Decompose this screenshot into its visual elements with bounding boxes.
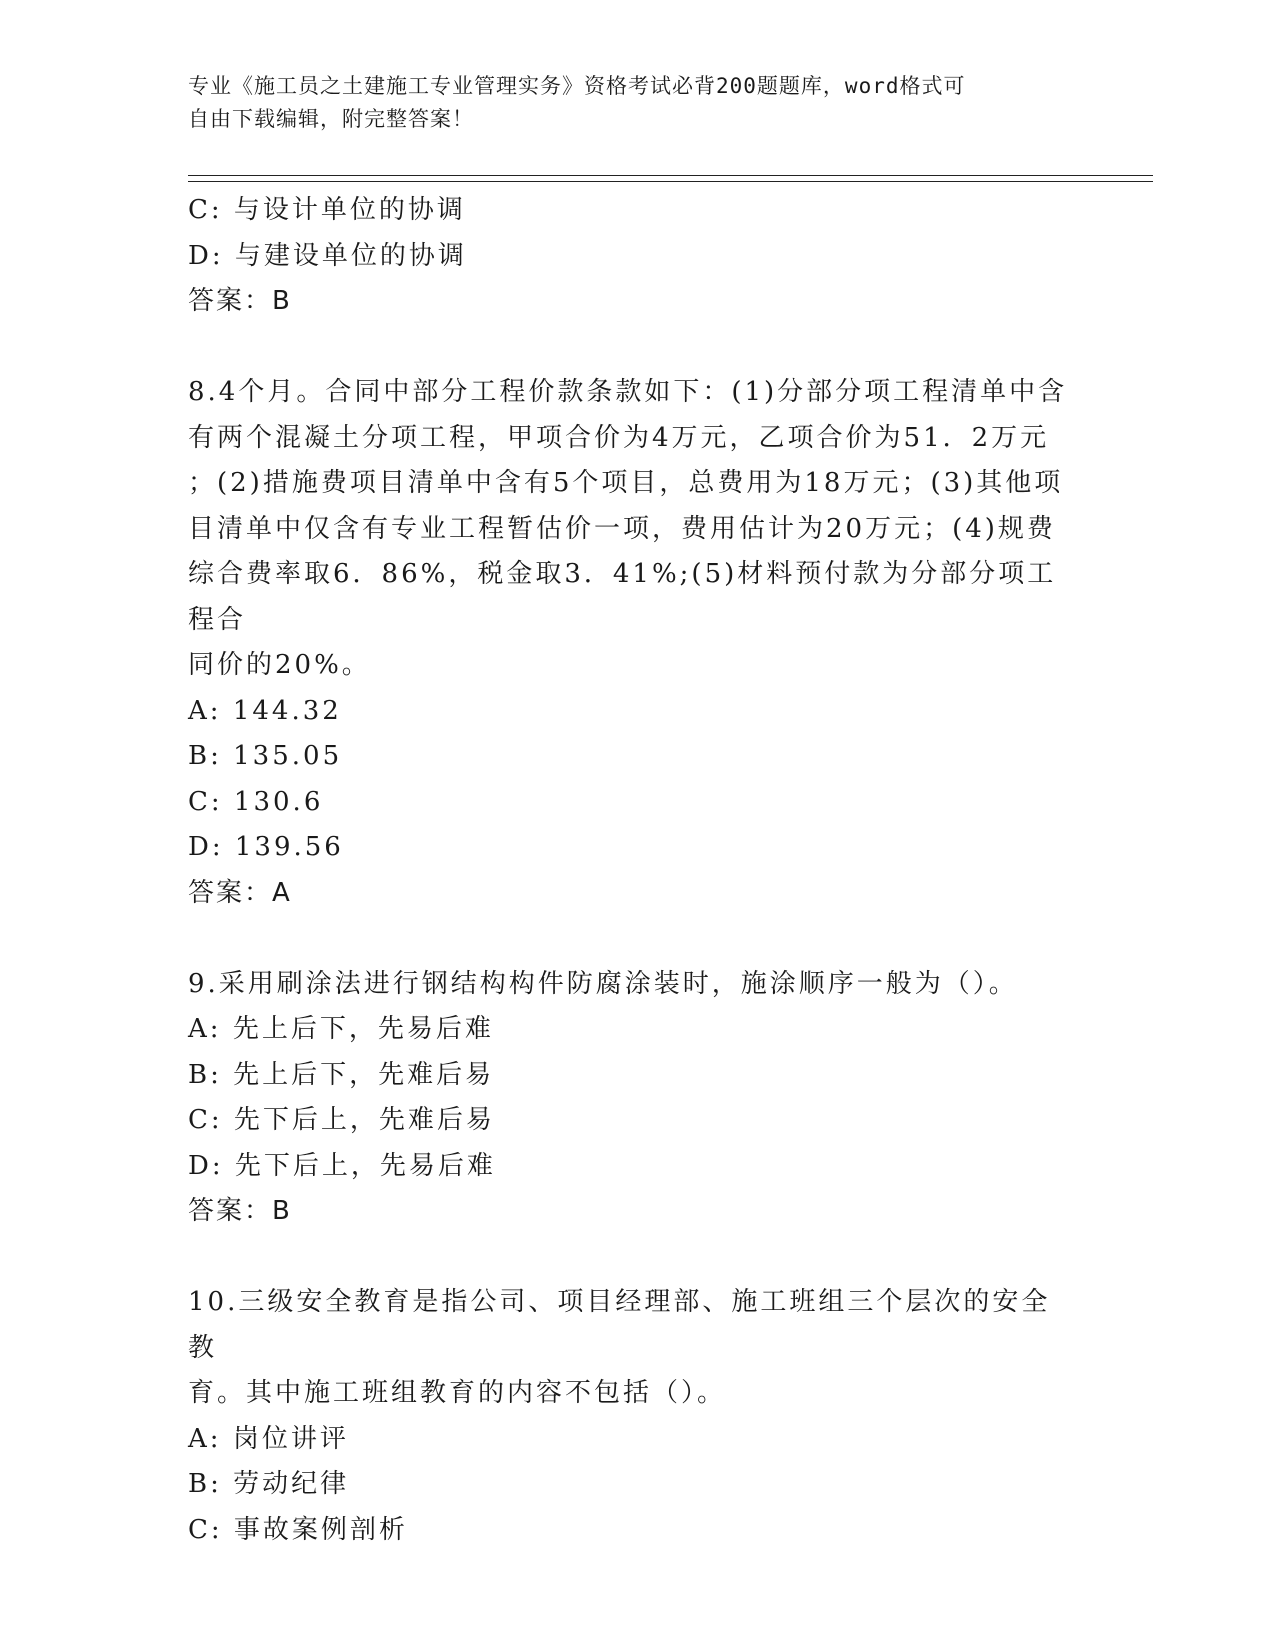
option-a: A: 岗位讲评 — [188, 1423, 349, 1454]
option-a: A: 先上后下，先易后难 — [188, 1014, 494, 1044]
answer-line: 答案：B — [188, 1196, 292, 1226]
question-stem-line: 10.三级安全教育是指公司、项目经理部、施工班组三个层次的安全教 — [188, 1287, 1051, 1363]
option-b: B: 劳动纪律 — [188, 1469, 350, 1499]
question-9 — [188, 962, 1068, 1235]
option-b: B: 135.05 — [188, 741, 343, 771]
option-d: D: 与建设单位的协调 — [188, 240, 467, 271]
question-stem-line: 育。其中施工班组教育的内容不包括（）。 — [188, 1378, 727, 1408]
header-line-1: 专业《施工员之土建施工专业管理实务》资格考试必背200题题库，word格式可 — [188, 74, 966, 98]
question-list — [188, 188, 1068, 1553]
answer-line: 答案：A — [188, 877, 292, 908]
option-a: A: 144.32 — [188, 695, 342, 726]
question-7-tail — [188, 188, 1068, 325]
option-d: D: 139.56 — [188, 832, 344, 862]
answer-line: 答案：B — [188, 286, 292, 316]
question-stem-line: 综合费率取6．86%，税金取3．41%;(5)材料预付款为分部分项工程合 — [188, 559, 1057, 635]
question-stem-line: 目清单中仅含有专业工程暂估价一项，费用估计为20万元；(4)规费 — [188, 513, 1056, 544]
question-stem-line: 同价的20%。 — [188, 650, 371, 680]
header-divider-bottom — [188, 181, 1153, 182]
question-stem-line: 有两个混凝土分项工程，甲项合价为4万元，乙项合价为51．2万元 — [188, 422, 1050, 453]
header-line-2: 自由下载编辑，附完整答案！ — [188, 107, 474, 131]
question-stem-line: 9.采用刷涂法进行钢结构构件防腐涂装时，施涂顺序一般为（）。 — [188, 968, 1018, 999]
spacer — [188, 916, 1068, 962]
option-c: C: 130.6 — [188, 786, 324, 817]
question-stem-line: ；(2)措施费项目清单中含有5个项目，总费用为18万元；(3)其他项 — [188, 468, 1064, 498]
option-c: C: 事故案例剖析 — [188, 1514, 408, 1545]
question-8 — [188, 370, 1068, 916]
spacer — [188, 325, 1068, 371]
spacer — [188, 1235, 1068, 1281]
document-header — [188, 70, 1068, 136]
question-10 — [188, 1280, 1068, 1553]
header-divider-top — [188, 175, 1153, 176]
option-d: D: 先下后上，先易后难 — [188, 1150, 496, 1181]
question-stem-line: 8.4个月。合同中部分工程价款条款如下：(1)分部分项工程清单中含 — [188, 377, 1068, 407]
option-c: C: 先下后上，先难后易 — [188, 1105, 495, 1135]
option-c: C: 与设计单位的协调 — [188, 195, 466, 225]
option-b: B: 先上后下，先难后易 — [188, 1059, 495, 1090]
